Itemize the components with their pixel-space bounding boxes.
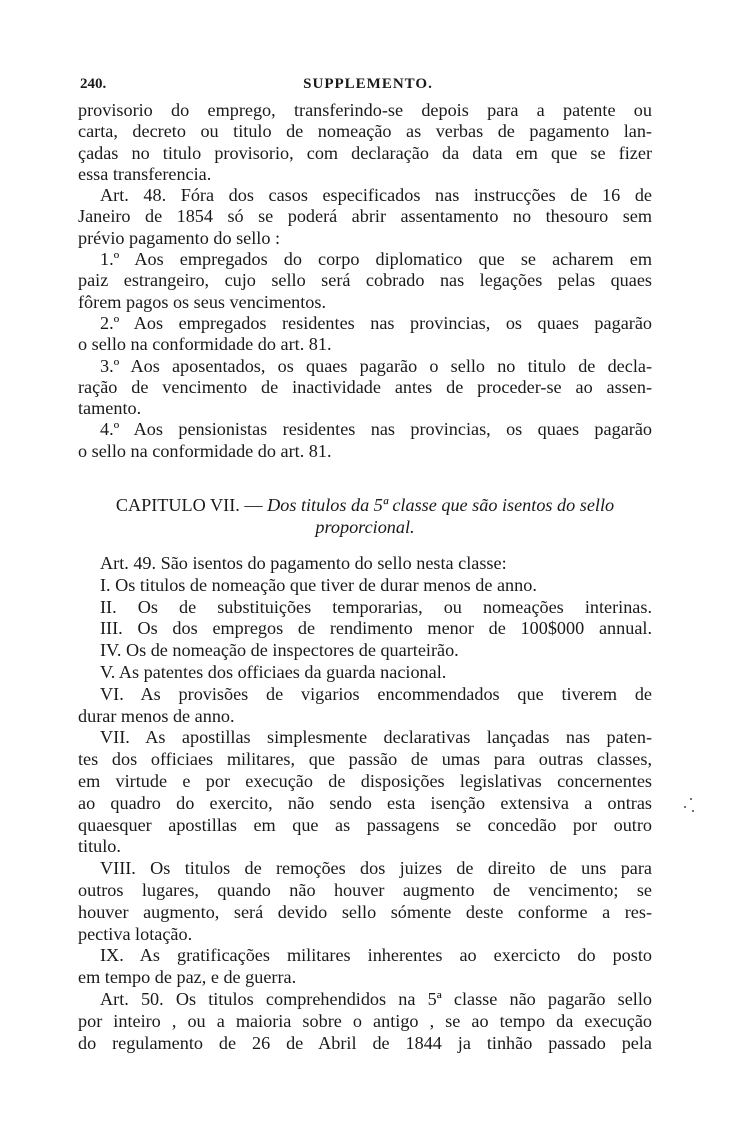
text-block-art-47-48 (78, 100, 652, 462)
chapter-label: CAPITULO VII. — (115, 495, 268, 515)
text-line: 4.º Aos pensionistas residentes nas provincias, os quaes pagarão (100, 419, 652, 440)
text-line: 3.º Aos aposentados, os quaes pagarão o sello no titulo de decla- (100, 355, 652, 376)
text-line: VI. As provisões de vigarios encommendados que tiverem de (100, 683, 652, 704)
text-line: tes dos officiaes militares, que passão de umas para outras classes, (78, 749, 652, 770)
text-line: houver augmento, será devido sello sómente deste conforme a res- (78, 901, 652, 922)
text-line: o sello na conformidade do art. 81. (78, 334, 332, 355)
text-line: çadas no titulo provisorio, com declaração da data em que se fizer (78, 142, 652, 163)
text-line: Art. 50. Os titulos comprehendidos na 5ª classe não pagarão sello (100, 988, 652, 1009)
text-line: tamento. (78, 398, 142, 419)
scan-speck (684, 806, 686, 808)
text-line: o sello na conformidade do art. 81. (78, 440, 332, 461)
text-line: Art. 48. Fóra dos casos especificados nas instrucções de 16 de (100, 185, 652, 206)
text-line: por inteiro , ou a maioria sobre o antigo , se ao tempo da execução (78, 1010, 652, 1031)
chapter-title-line-2: proporcional. (315, 517, 415, 537)
text-line: Janeiro de 1854 só se poderá abrir assentamento no thesouro sem (78, 206, 652, 227)
text-line: quaesquer apostillas em que as passagens se concedão por outro (78, 814, 652, 835)
text-line: VII. As apostillas simplesmente declarativas lançadas nas paten- (100, 727, 652, 748)
text-line: do regulamento de 26 de Abril de 1844 ja tinhão passado pela (78, 1032, 652, 1053)
text-line: em virtude e por execução de disposições legislativas concernentes (78, 770, 652, 791)
scan-speck (692, 810, 694, 812)
text-line: pectiva lotação. (78, 923, 193, 944)
text-line: fôrem pagos os seus vencimentos. (78, 291, 327, 312)
text-line: 1.º Aos empregados do corpo diplomatico que se acharem em (100, 249, 652, 270)
text-block-art-49-50 (78, 553, 652, 1054)
text-line: III. Os dos empregos de rendimento menor de 100$000 annual. (100, 618, 652, 639)
text-line: em tempo de paz, e de guerra. (78, 967, 297, 988)
text-line: II. Os de substituições temporarias, ou nomeações interinas. (100, 596, 652, 617)
text-line: ração de vencimento de inactividade antes de proceder-se ao assen- (78, 376, 652, 397)
text-line: Art. 49. São isentos do pagamento do sello nesta classe: (100, 553, 507, 573)
text-line: I. Os titulos de nomeação que tiver de durar menos de anno. (100, 574, 537, 595)
text-line: outros lugares, quando não houver augmento de vencimento; se (78, 879, 652, 900)
text-line: VIII. Os titulos de remoções dos juizes de direito de uns para (100, 858, 652, 879)
page-number: 240. (80, 76, 107, 92)
running-title: SUPPLEMENTO. (303, 76, 433, 92)
text-line: IX. As gratificações militares inherentes ao exercicto do posto (100, 945, 652, 966)
text-line: prévio pagamento do sello : (78, 227, 281, 248)
text-line: IV. Os de nomeação de inspectores de quarteirão. (100, 640, 459, 661)
scan-speck (690, 798, 692, 800)
text-line: carta, decreto ou titulo de nomeação as verbas de pagamento lan- (78, 121, 652, 142)
text-line: 2.º Aos empregados residentes nas provincias, os quaes pagarão (100, 312, 652, 333)
text-line: essa transferencia. (78, 163, 212, 184)
text-line: V. As patentes dos officiaes da guarda nacional. (100, 661, 447, 682)
text-line: durar menos de anno. (78, 705, 235, 726)
text-line: provisorio do emprego, transferindo-se depois para a patente ou (78, 100, 652, 120)
text-line: titulo. (78, 836, 121, 857)
text-line: paiz estrangeiro, cujo sello será cobrado nas legações pelas quaes (78, 270, 652, 291)
text-line: ao quadro do exercito, não sendo esta isenção extensiva a ontras (78, 792, 652, 813)
chapter-heading (78, 494, 652, 538)
chapter-title-line-1: Dos titulos da 5ª classe que são isentos do sello (267, 495, 615, 515)
